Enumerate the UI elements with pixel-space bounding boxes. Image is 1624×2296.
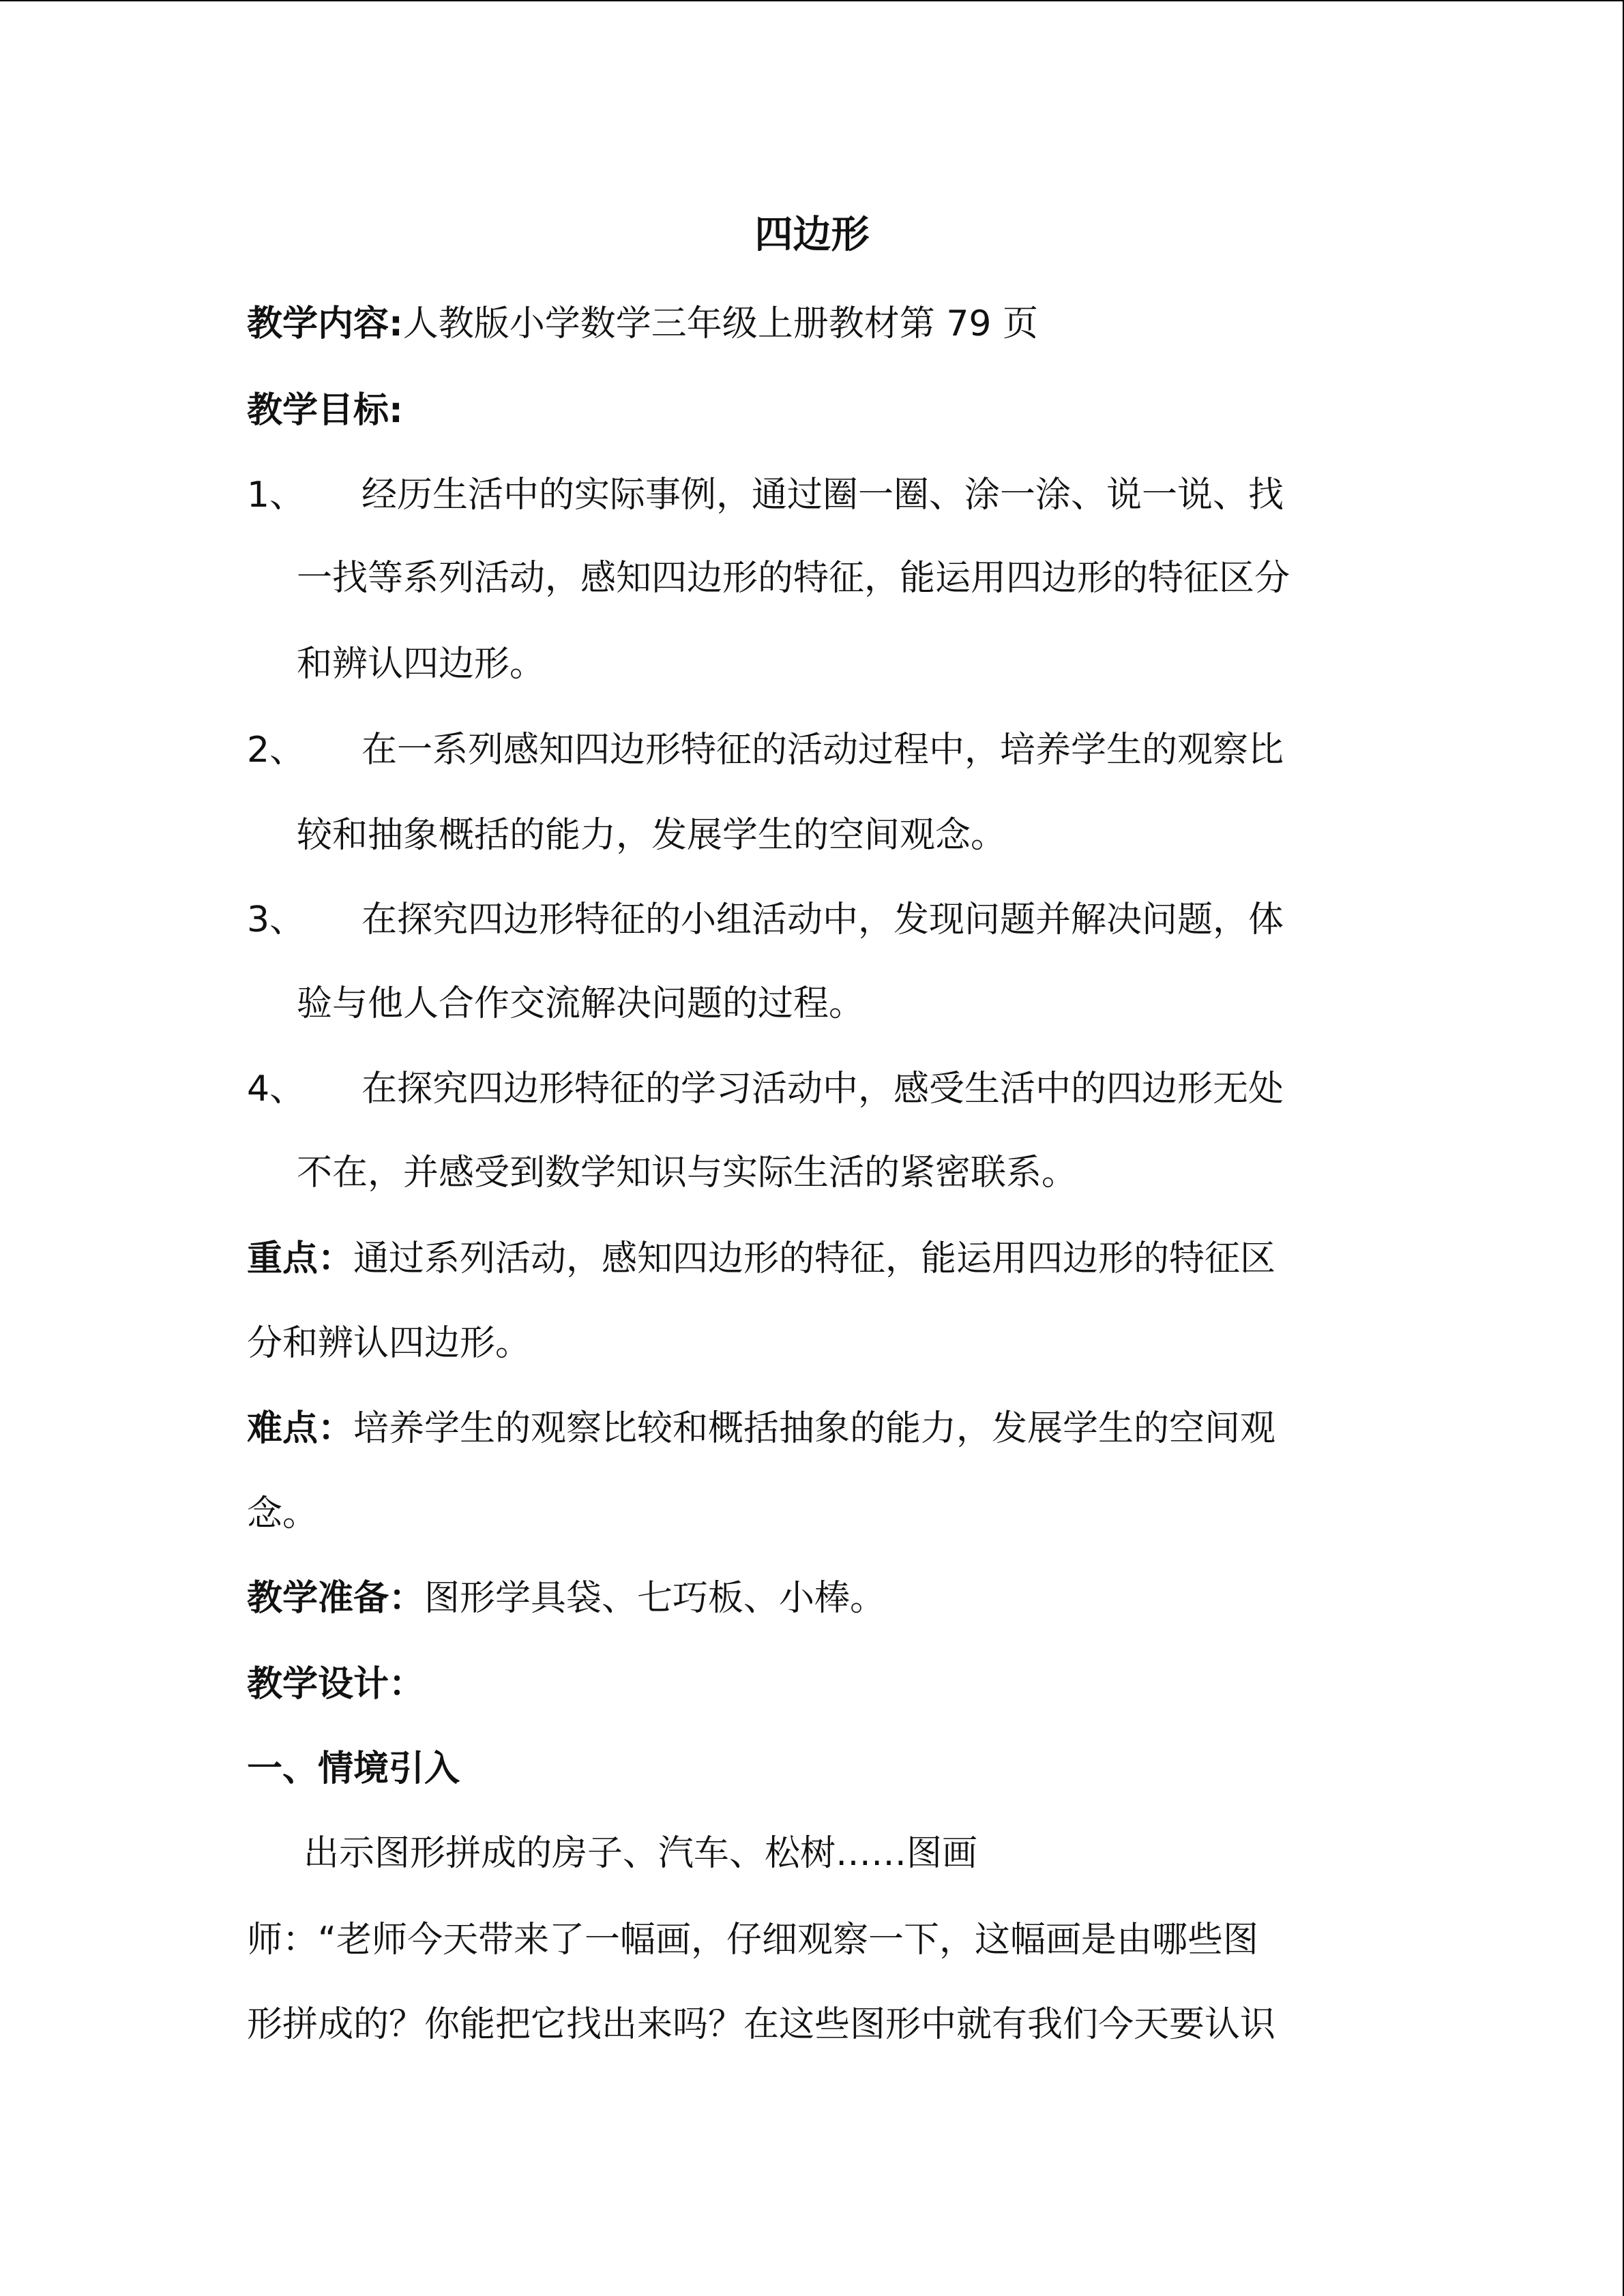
objective-3-line-2: 验与他人合作交流解决问题的过程。 (297, 983, 865, 1024)
difficulty-line-1 (247, 1401, 1275, 1456)
objective-3-number: 3、 (247, 899, 306, 940)
objective-4-line-1: 在探究四边形特征的学习活动中，感受生活中的四边形无处 (361, 1069, 1284, 1109)
objective-3-line-1: 在探究四边形特征的小组活动中，发现问题并解决问题，体 (361, 899, 1284, 940)
objective-4-number: 4、 (247, 1069, 306, 1109)
objective-1-number: 1、 (247, 475, 306, 516)
prep-text: 图形学具袋、七巧板、小棒。 (424, 1578, 886, 1619)
objective-2-line-2: 较和抽象概括的能力，发展学生的空间观念。 (297, 815, 1007, 856)
content-text: 人教版小学数学三年级上册教材第 79 页 (402, 303, 1039, 344)
objective-4-line-2: 不在，并感受到数学知识与实际生活的紧密联系。 (297, 1152, 1078, 1193)
objective-2-line-1: 在一系列感知四边形特征的活动过程中，培养学生的观察比 (361, 730, 1284, 771)
key-point-text-1: 通过系列活动，感知四边形的特征，能运用四边形的特征区 (353, 1238, 1276, 1279)
key-point-label: 重点： (247, 1238, 354, 1279)
difficulty-text-1: 培养学生的观察比较和概括抽象的能力，发展学生的空间观 (353, 1408, 1276, 1449)
objective-1-line-3: 和辨认四边形。 (297, 644, 546, 685)
objective-1-line-1: 经历生活中的实际事例，通过圈一圈、涂一涂、说一说、找 (361, 475, 1284, 516)
key-point-line-1 (247, 1232, 1275, 1286)
objectives-label: 教学目标: (247, 390, 403, 431)
content-line (247, 297, 1038, 351)
section-1-line-3: 形拼成的？你能把它找出来吗？在这些图形中就有我们今天要认识 (247, 2004, 1276, 2045)
content-label: 教学内容: (247, 303, 403, 344)
objective-1-line-2: 一找等系列活动，感知四边形的特征，能运用四边形的特征区分 (297, 558, 1290, 599)
prep-label: 教学准备： (247, 1578, 425, 1619)
section-1-line-1: 出示图形拼成的房子、汽车、松树……图画 (304, 1833, 978, 1874)
design-label: 教学设计： (247, 1664, 425, 1705)
key-point-line-2: 分和辨认四边形。 (247, 1323, 531, 1364)
document-title: 四边形 (754, 213, 870, 257)
difficulty-line-2: 念。 (247, 1493, 319, 1534)
section-1-line-2: 师：“老师今天带来了一幅画，仔细观察一下，这幅画是由哪些图 (247, 1920, 1258, 1960)
section-1-heading: 一、情境引入 (247, 1748, 460, 1789)
difficulty-label: 难点： (247, 1408, 354, 1449)
prep-line (247, 1571, 885, 1626)
objective-2-number: 2、 (247, 730, 306, 771)
